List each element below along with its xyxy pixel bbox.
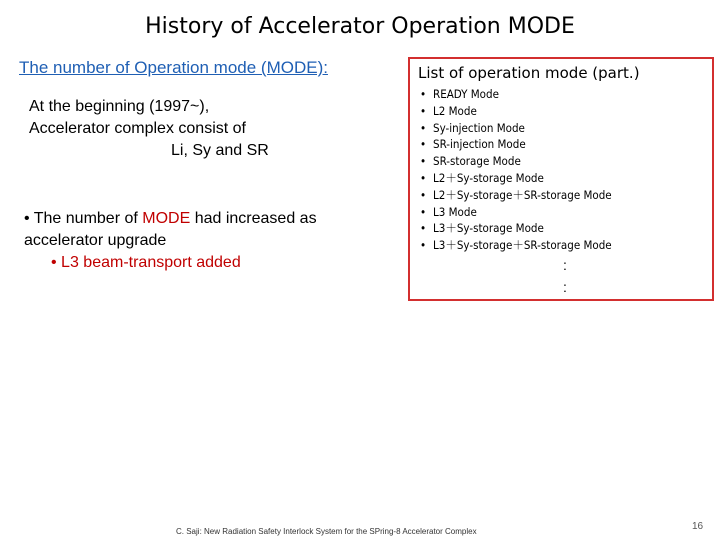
slide-title: History of Accelerator Operation MODE xyxy=(145,14,575,39)
mode-highlight: MODE xyxy=(142,210,191,227)
mode-list-box xyxy=(408,57,714,301)
page-number: 16 xyxy=(692,521,704,532)
growth-suffix: had increased as xyxy=(190,210,317,227)
list-item: • L3 Mode xyxy=(420,204,477,219)
growth-line-1 xyxy=(24,208,317,230)
growth-sub-item: • L3 beam-transport added xyxy=(51,254,241,271)
list-item: • L2＋Sy-storage＋SR-storage Mode xyxy=(420,187,612,202)
growth-line-2: accelerator upgrade xyxy=(24,232,167,249)
intro-line-2: Accelerator complex consist of xyxy=(29,120,246,137)
continuation-dots: : xyxy=(563,279,567,295)
list-item: • SR-storage Mode xyxy=(420,154,521,169)
bullet-icon: • xyxy=(420,204,427,219)
list-item: • Sy-injection Mode xyxy=(420,120,525,135)
list-item: • L3＋Sy-storage＋SR-storage Mode xyxy=(420,238,612,253)
footer-citation: C. Saji: New Radiation Safety Interlock System for the SPring-8 Accelerator Complex xyxy=(176,527,477,536)
intro-paragraph xyxy=(29,96,269,162)
list-item: • READY Mode xyxy=(420,87,499,101)
bullet-icon: • xyxy=(420,238,427,253)
bullet-icon: • xyxy=(420,221,427,236)
mode-list-heading: List of operation mode (part.) xyxy=(418,64,640,82)
bullet-icon: • xyxy=(420,120,427,135)
intro-line-3: Li, Sy and SR xyxy=(171,142,269,159)
list-item: • L3＋Sy-storage Mode xyxy=(420,221,544,236)
bullet-icon: • xyxy=(420,137,427,152)
bullet-icon: • xyxy=(420,170,427,185)
bullet-icon: • xyxy=(420,103,427,118)
list-item: • L2＋Sy-storage Mode xyxy=(420,170,544,185)
growth-paragraph xyxy=(24,208,317,274)
continuation-dots: : xyxy=(563,257,567,273)
list-item: • SR-injection Mode xyxy=(420,137,526,152)
bullet-icon: • xyxy=(420,187,427,202)
list-item: • L2 Mode xyxy=(420,103,477,118)
growth-prefix: • The number of xyxy=(24,210,143,227)
intro-line-1: At the beginning (1997~), xyxy=(29,98,210,115)
bullet-icon: • xyxy=(420,154,427,169)
bullet-icon: • xyxy=(420,87,427,101)
section-heading: The number of Operation mode (MODE): xyxy=(19,58,328,77)
mode-list xyxy=(420,86,612,254)
